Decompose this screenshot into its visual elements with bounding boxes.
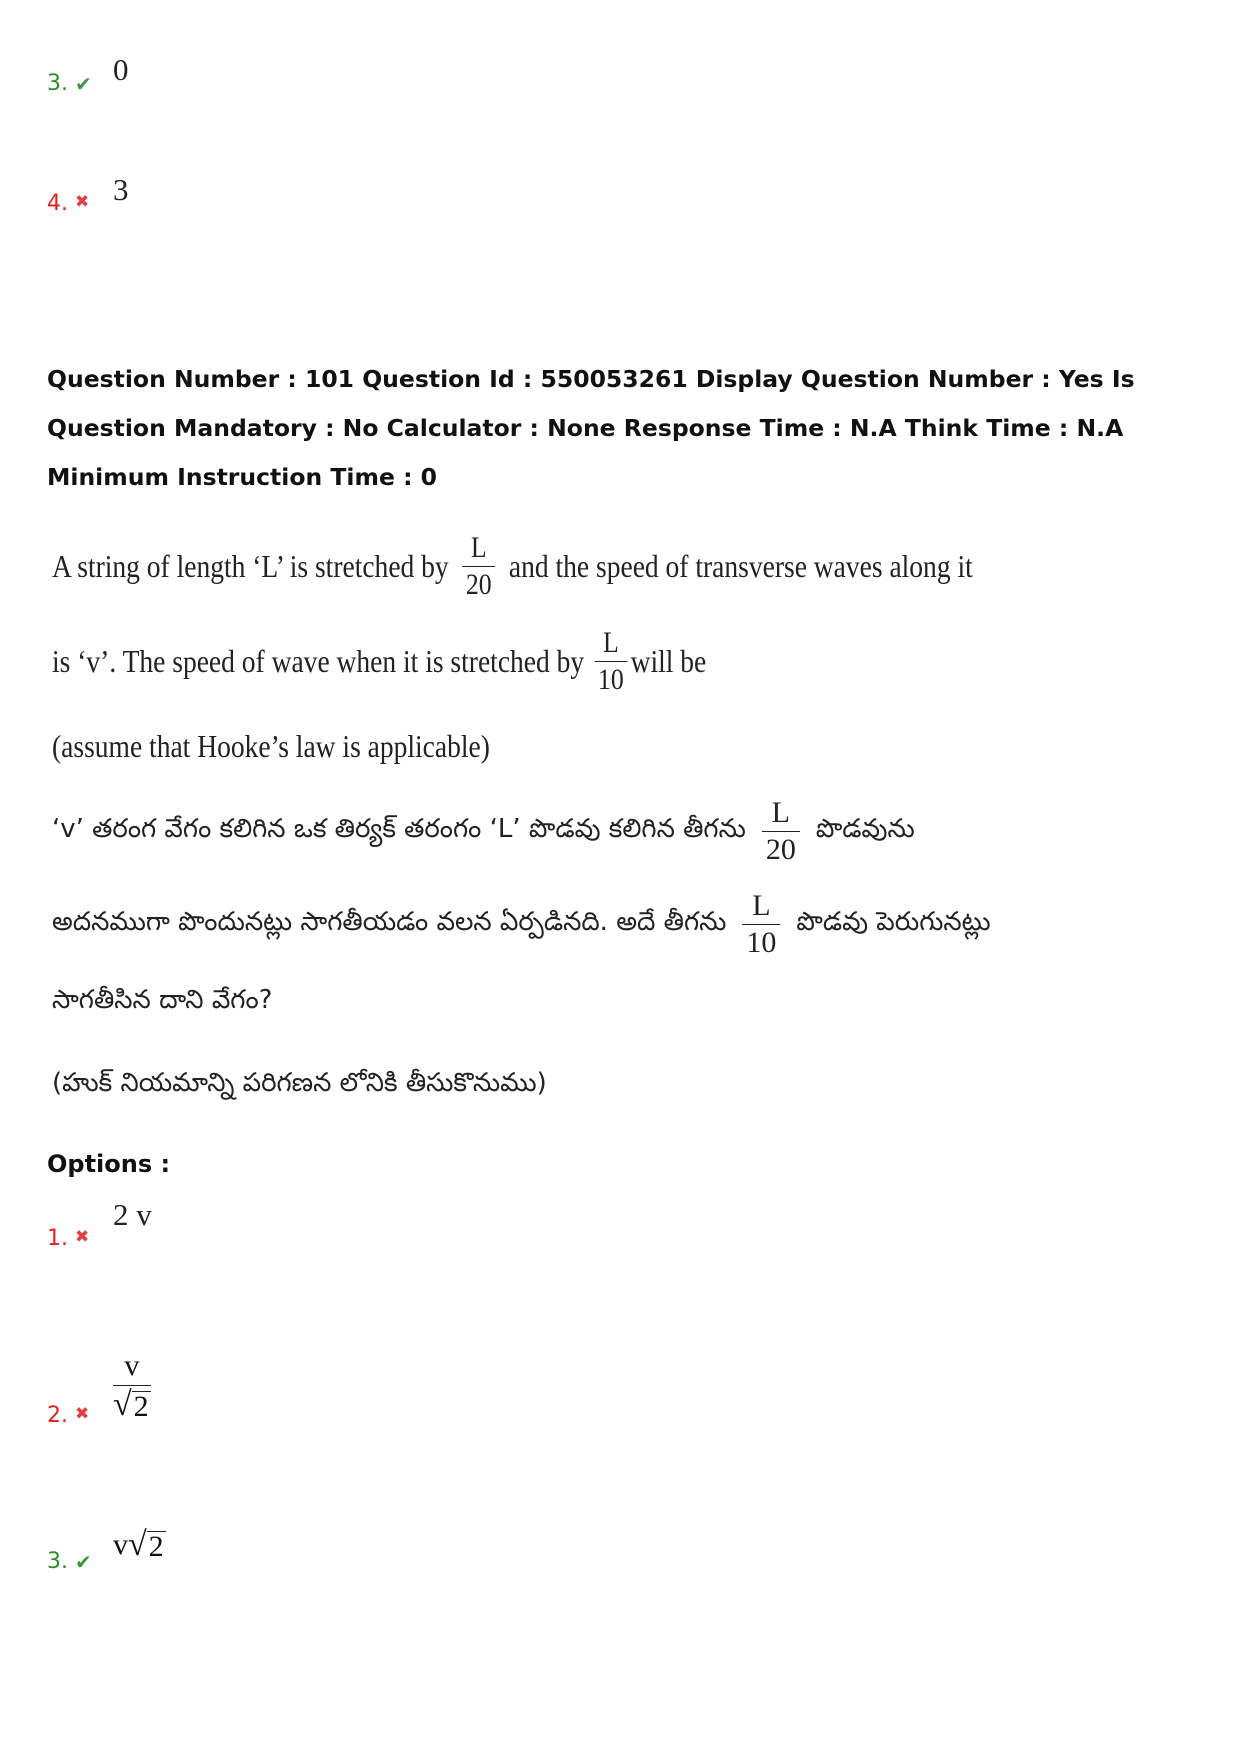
fraction-denominator: 10 [746,926,777,959]
option-2 [47,1349,151,1428]
question-en-line-2 [52,625,706,698]
fraction [742,888,780,961]
question-te-line-1 [52,795,915,868]
radicand: 2 [148,1530,164,1563]
question-en-line-3 [52,728,490,765]
correct-check-icon: ✔ [75,72,92,96]
option-number: 2. [47,1403,68,1428]
question-te-line-2 [52,888,991,961]
option-number: 4. [47,191,68,216]
question-text: పొడవును [815,813,915,844]
radical-sign-icon: √ [128,1526,147,1563]
question-text: is ‘v’. The speed of wave when it is stretched by [52,643,585,679]
question-meta: Question Number : 101 Question Id : 550053261 Display Question Number : Yes Is Question Mandatory : No Calculator : None Response Time : N.A Think Time : N.A Minimum Instruction Time : 0 [47,365,1135,491]
prev-option-3 [47,52,129,96]
option-number: 1. [47,1226,68,1251]
square-root [113,1388,151,1422]
radical-sign-icon: √ [113,1386,132,1423]
wrong-cross-icon: ✖ [75,1404,90,1424]
question-text: will be [630,643,707,679]
question-text: సాగతీసిన దాని వేగం? [52,985,273,1015]
question-text: అదనముగా పొందునట్లు సాగతీయడం వలన ఏర్పడినది. అదే తీగను [52,906,727,937]
radicand: 2 [133,1390,149,1423]
option-value: 2 v [113,1197,152,1232]
question-te-line-4 [52,1068,547,1104]
question-text: A string of length ‘L’ is stretched by [52,548,449,584]
option-1 [47,1197,152,1251]
question-en-line-1 [52,530,973,603]
correct-check-icon: ✔ [75,1550,92,1574]
fraction [762,795,800,868]
fraction-numerator: L [602,626,619,659]
prev-option-4 [47,172,129,216]
question-te-line-3 [52,985,272,1021]
options-label: Options : [47,1150,171,1178]
fraction [462,530,495,603]
question-text: (హుక్ నియమాన్ని పరిగణన లోనికి తీసుకొనుము) [52,1068,547,1098]
question-text: and the speed of transverse waves along it [508,548,973,584]
fraction-denominator: 20 [465,568,492,601]
fraction [594,625,627,698]
fraction-numerator: L [771,796,790,829]
fraction-numerator: v [124,1349,140,1382]
wrong-cross-icon: ✖ [75,1227,90,1247]
option-number: 3. [47,71,68,96]
option-value [113,1528,166,1562]
coefficient: v [113,1528,128,1561]
question-text: ‘v’ తరంగ వేగం కలిగిన ఒక తిర్యక్ తరంగం ‘L’ పొడవు కలిగిన తీగను [52,813,746,844]
option-value: 3 [113,172,129,207]
option-value: 0 [113,52,129,87]
question-text: (assume that Hooke’s law is applicable) [52,728,490,764]
option-number: 3. [47,1549,68,1574]
option-fraction [113,1349,151,1422]
fraction-denominator: 20 [765,833,796,866]
fraction-numerator: L [752,889,771,922]
option-3 [47,1526,166,1574]
fraction-denominator: 10 [597,663,624,696]
fraction-numerator: L [470,531,487,564]
wrong-cross-icon: ✖ [75,192,90,212]
question-text: పొడవు పెరుగునట్లు [796,906,991,937]
